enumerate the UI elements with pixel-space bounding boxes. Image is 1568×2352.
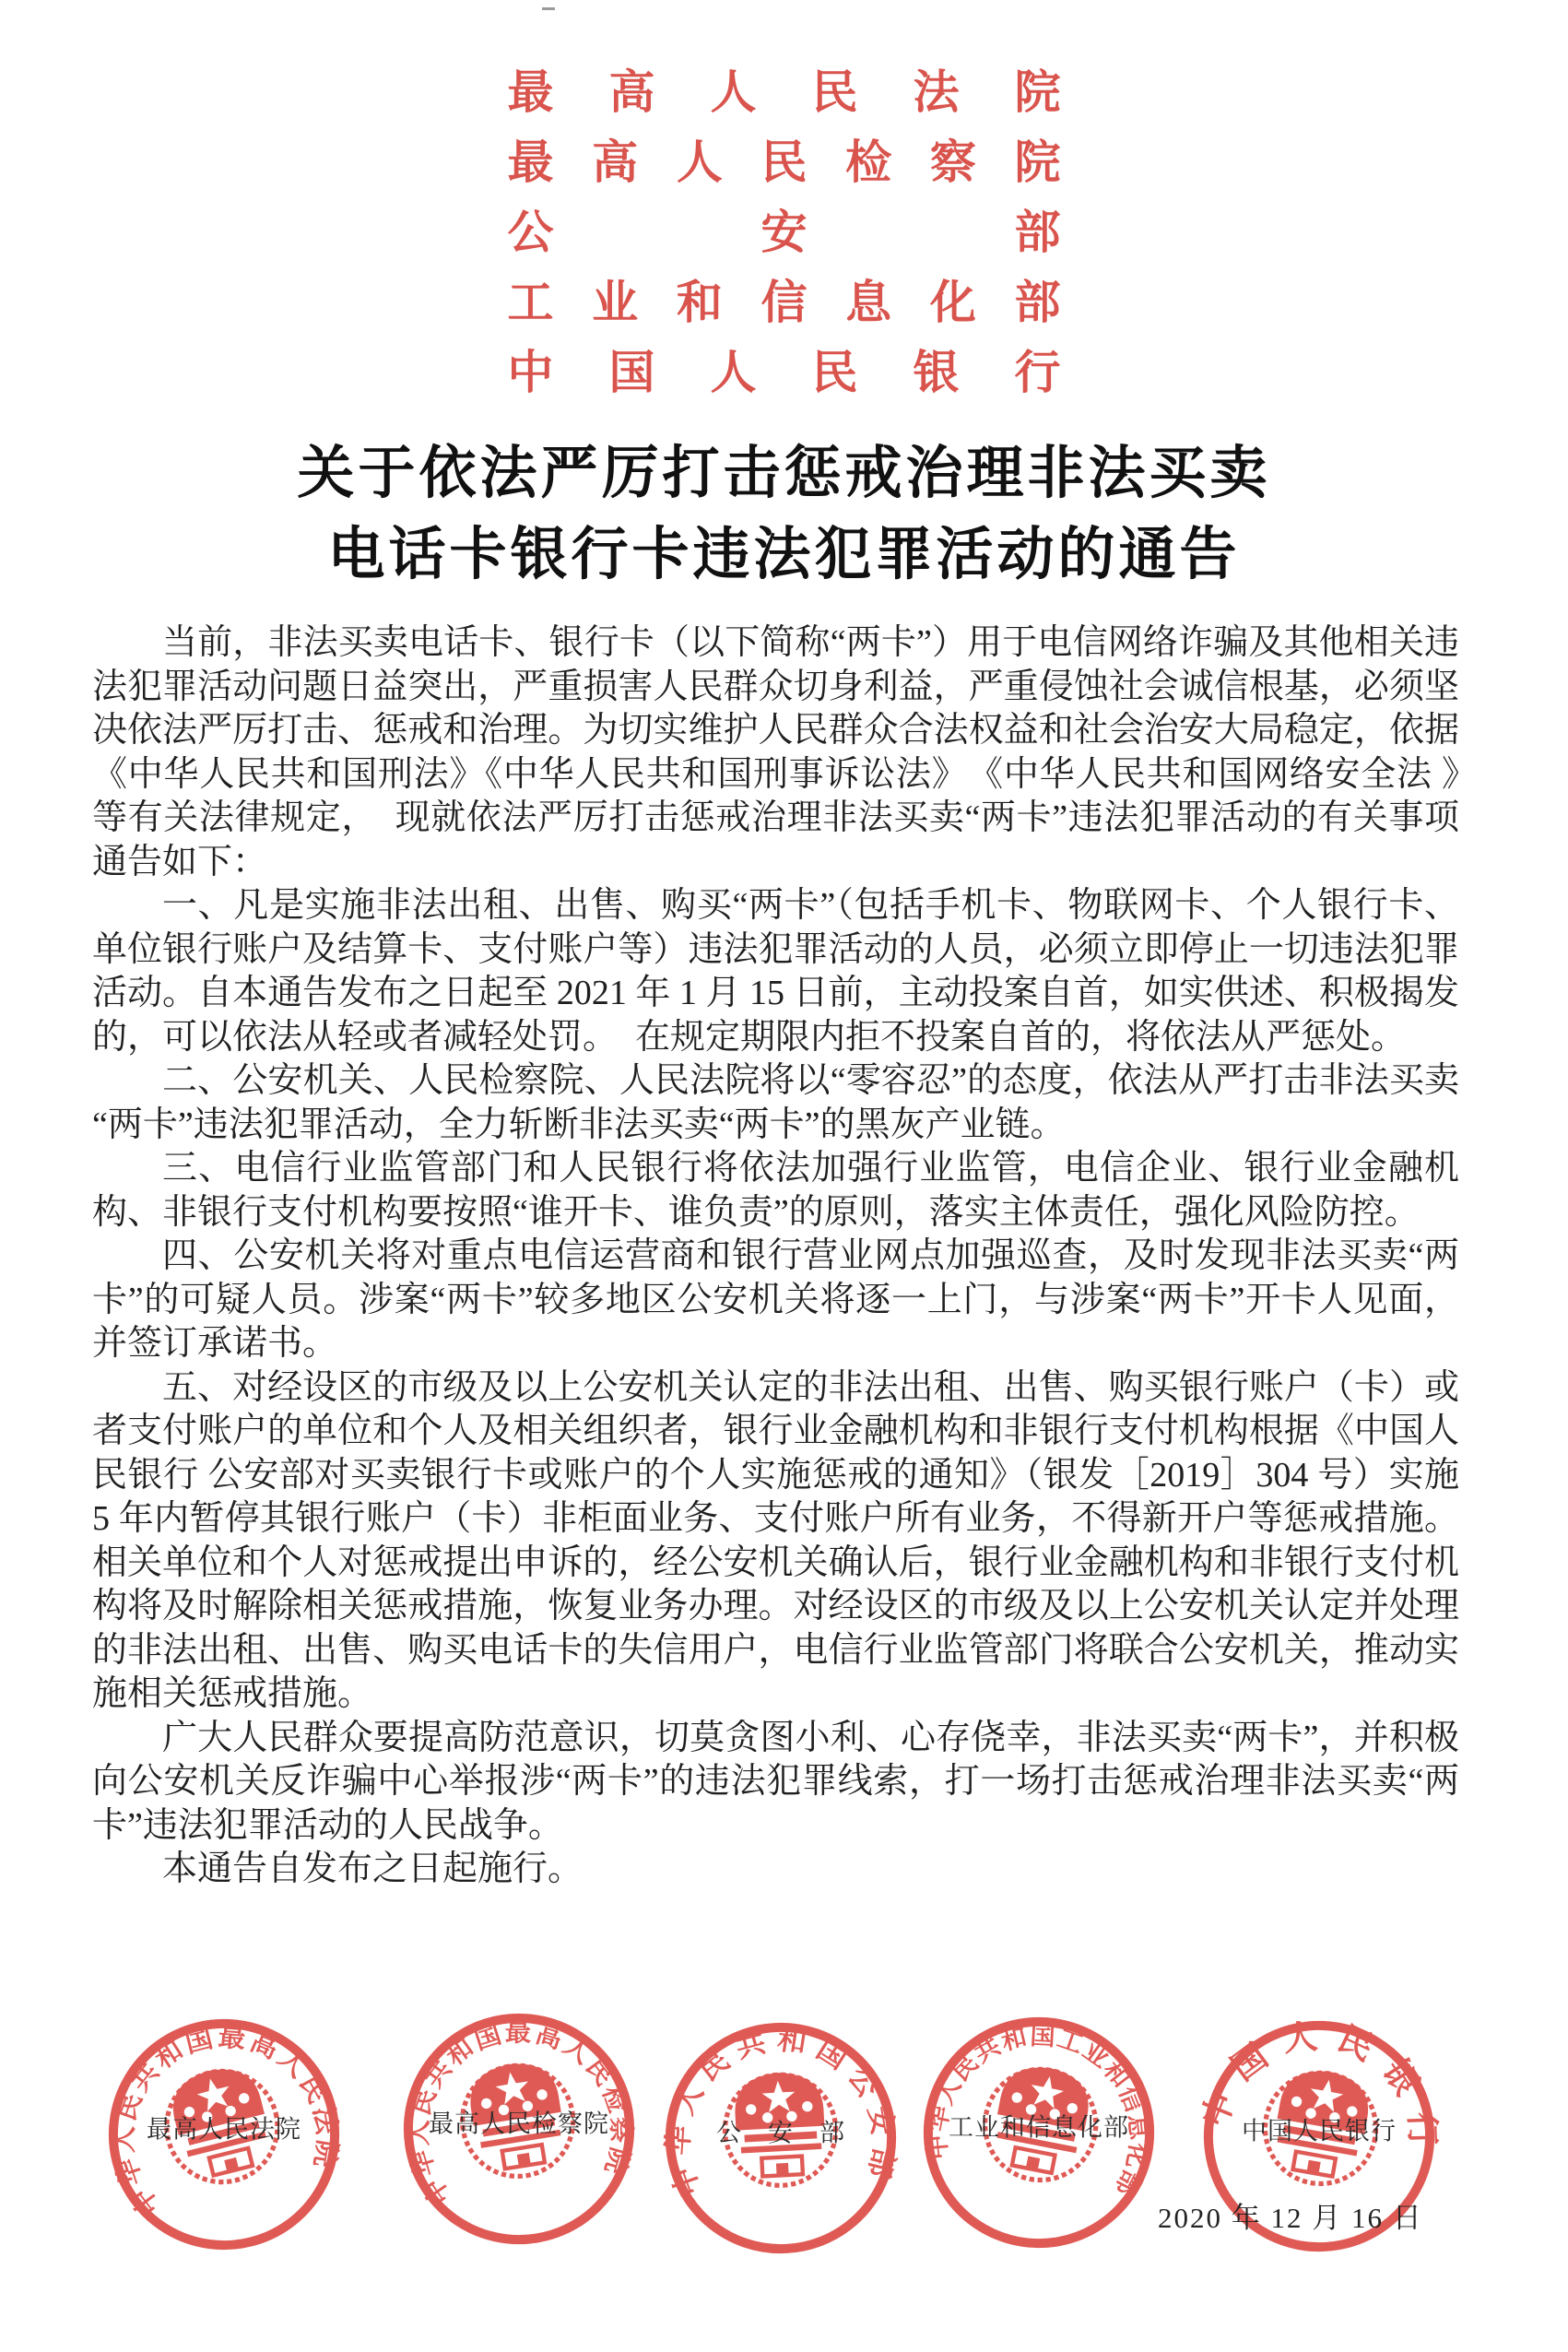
document-title-line-1: 关于依法严厉打击惩戒治理非法买卖 xyxy=(297,443,1271,505)
signature-supreme-court: 最高人民法院 xyxy=(147,2115,301,2144)
svg-text:中华人民共和国最高人民法院: 中华人民共和国最高人民法院 xyxy=(109,2022,342,2222)
seal-public-security xyxy=(660,2017,902,2259)
agency-name-public-security: 公安部 xyxy=(507,207,1061,258)
paragraph-effective: 本通告自发布之日起施行。 xyxy=(162,1850,584,1888)
paragraph-appeal: 广大人民群众要提高防范意识，切莫贪图小利、心存侥幸，非法买卖“两卡”，并积极向公安机关反诈骗中心举报涉“两卡”的违法犯罪线索，打一场打击惩戒治理非法买卖“两卡”违法犯罪活动的人民战争。 xyxy=(92,1718,1459,1845)
svg-text:中华人民共和国工业和信息化部: 中华人民共和国工业和信息化部 xyxy=(922,2021,1154,2202)
official-seals-row xyxy=(0,1999,1568,2303)
seal-procuratorate xyxy=(398,2008,640,2250)
signature-miit: 工业和信息化部 xyxy=(949,2113,1129,2142)
notice-body xyxy=(0,621,1568,1892)
signature-pboc: 中国人民银行 xyxy=(1242,2117,1397,2145)
paragraph-item-2: 二、公安机关、人民检察院、人民法院将以“零容忍”的态度，依法从严打击非法买卖“两卡”违法犯罪活动，全力斩断非法买卖“两卡”的黑灰产业链。 xyxy=(92,1061,1459,1144)
svg-text:中国人民银行: 中国人民银行 xyxy=(1196,2016,1442,2164)
paragraph-item-4: 四、公安机关将对重点电信运营商和银行营业网点加强巡查，及时发现非法买卖“两卡”的可疑人员。涉案“两卡”较多地区公安机关将逐一上门，与涉案“两卡”开卡人见面，并签订承诺书。 xyxy=(92,1236,1459,1363)
paragraph-item-5: 五、对经设区的市级及以上公安机关认定的非法出租、出售、购买银行账户（卡）或者支付账户的单位和个人及相关组织者，银行业金融机构和非银行支付机构根据《中国人民银行 公安部对买卖银行卡或账户的个人实施惩戒的通知》（银发［2019］304 号）实施 5 年内暂停其银行账户（卡）非柜面业务、支付账户所有业务，不得新开户等惩戒措施。相关单位和个人对惩戒提出申诉的，经公安机关确认后，银行业金融机构和非银行支付机构将及时解除相关惩戒措施，恢复业务办理。对经设区的市级及以上公安机关认定并处理的非法出租、出售、购买电话卡的失信用户，电信行业监管部门将联合公安机关，推动实施相关惩戒措施。 xyxy=(92,1367,1459,1713)
issue-date: 2020 年 12 月 16 日 xyxy=(1158,2202,1423,2234)
paragraph-item-3: 三、电信行业监管部门和人民银行将依法加强行业监管，电信企业、银行业金融机构、非银行支付机构要按照“谁开卡、谁负责”的原则，落实主体责任，强化风险防控。 xyxy=(92,1149,1459,1232)
issuing-agency-header xyxy=(508,57,1061,408)
scan-artifact-mark xyxy=(542,7,555,10)
svg-text:中华人民共和国最高人民检察院: 中华人民共和国最高人民检察院 xyxy=(405,2018,635,2211)
signature-public-security: 公 安 部 xyxy=(716,2119,845,2147)
paragraph-item-1: 一、凡是实施非法出租、出售、购买“两卡”（包括手机卡、物联网卡、个人银行卡、单位银行账户及结算卡、支付账户等）违法犯罪活动的人员，必须立即停止一切违法犯罪活动。自本通告发布之日起至 2021 年 1 月 15 日前，主动投案自首，如实供述、积极揭发的，可以依法从轻或者减轻处罚。 在规定期限内拒不投案自首的，将依法从严惩处。 xyxy=(92,886,1459,1057)
document-title-line-2: 电话卡银行卡违法犯罪活动的通告 xyxy=(327,524,1241,586)
seal-miit xyxy=(918,2012,1160,2253)
paragraph-intro: 当前，非法买卖电话卡、银行卡（以下简称“两卡”）用于电信网络诈骗及其他相关违法犯罪活动问题日益突出，严重损害人民群众切身利益，严重侵蚀社会诚信根基，必须坚决依法严厉打击、惩戒和治理。为切实维护人民群众合法权益和社会治安大局稳定，依据《中华人民共和国刑法》《中华人民共和国刑事诉讼法》 《中华人民共和国网络安全法 》 等有关法律规定， 现就依法严厉打击惩戒治理非法买卖“两卡”违法犯罪活动的有关事项通告如下： xyxy=(92,623,1495,881)
agency-name-pboc: 中国人民银行 xyxy=(507,347,1061,398)
seal-supreme-court xyxy=(103,2014,345,2255)
svg-text:中华人民共和国公安部: 中华人民共和国公安部 xyxy=(661,2022,902,2201)
agency-name-procuratorate: 最高人民检察院 xyxy=(507,136,1061,188)
signature-procuratorate: 最高人民检察院 xyxy=(429,2110,609,2138)
document-title xyxy=(0,433,1568,596)
agency-name-supreme-court: 最高人民法院 xyxy=(507,66,1061,118)
agency-name-miit: 工业和信息化部 xyxy=(507,277,1061,328)
